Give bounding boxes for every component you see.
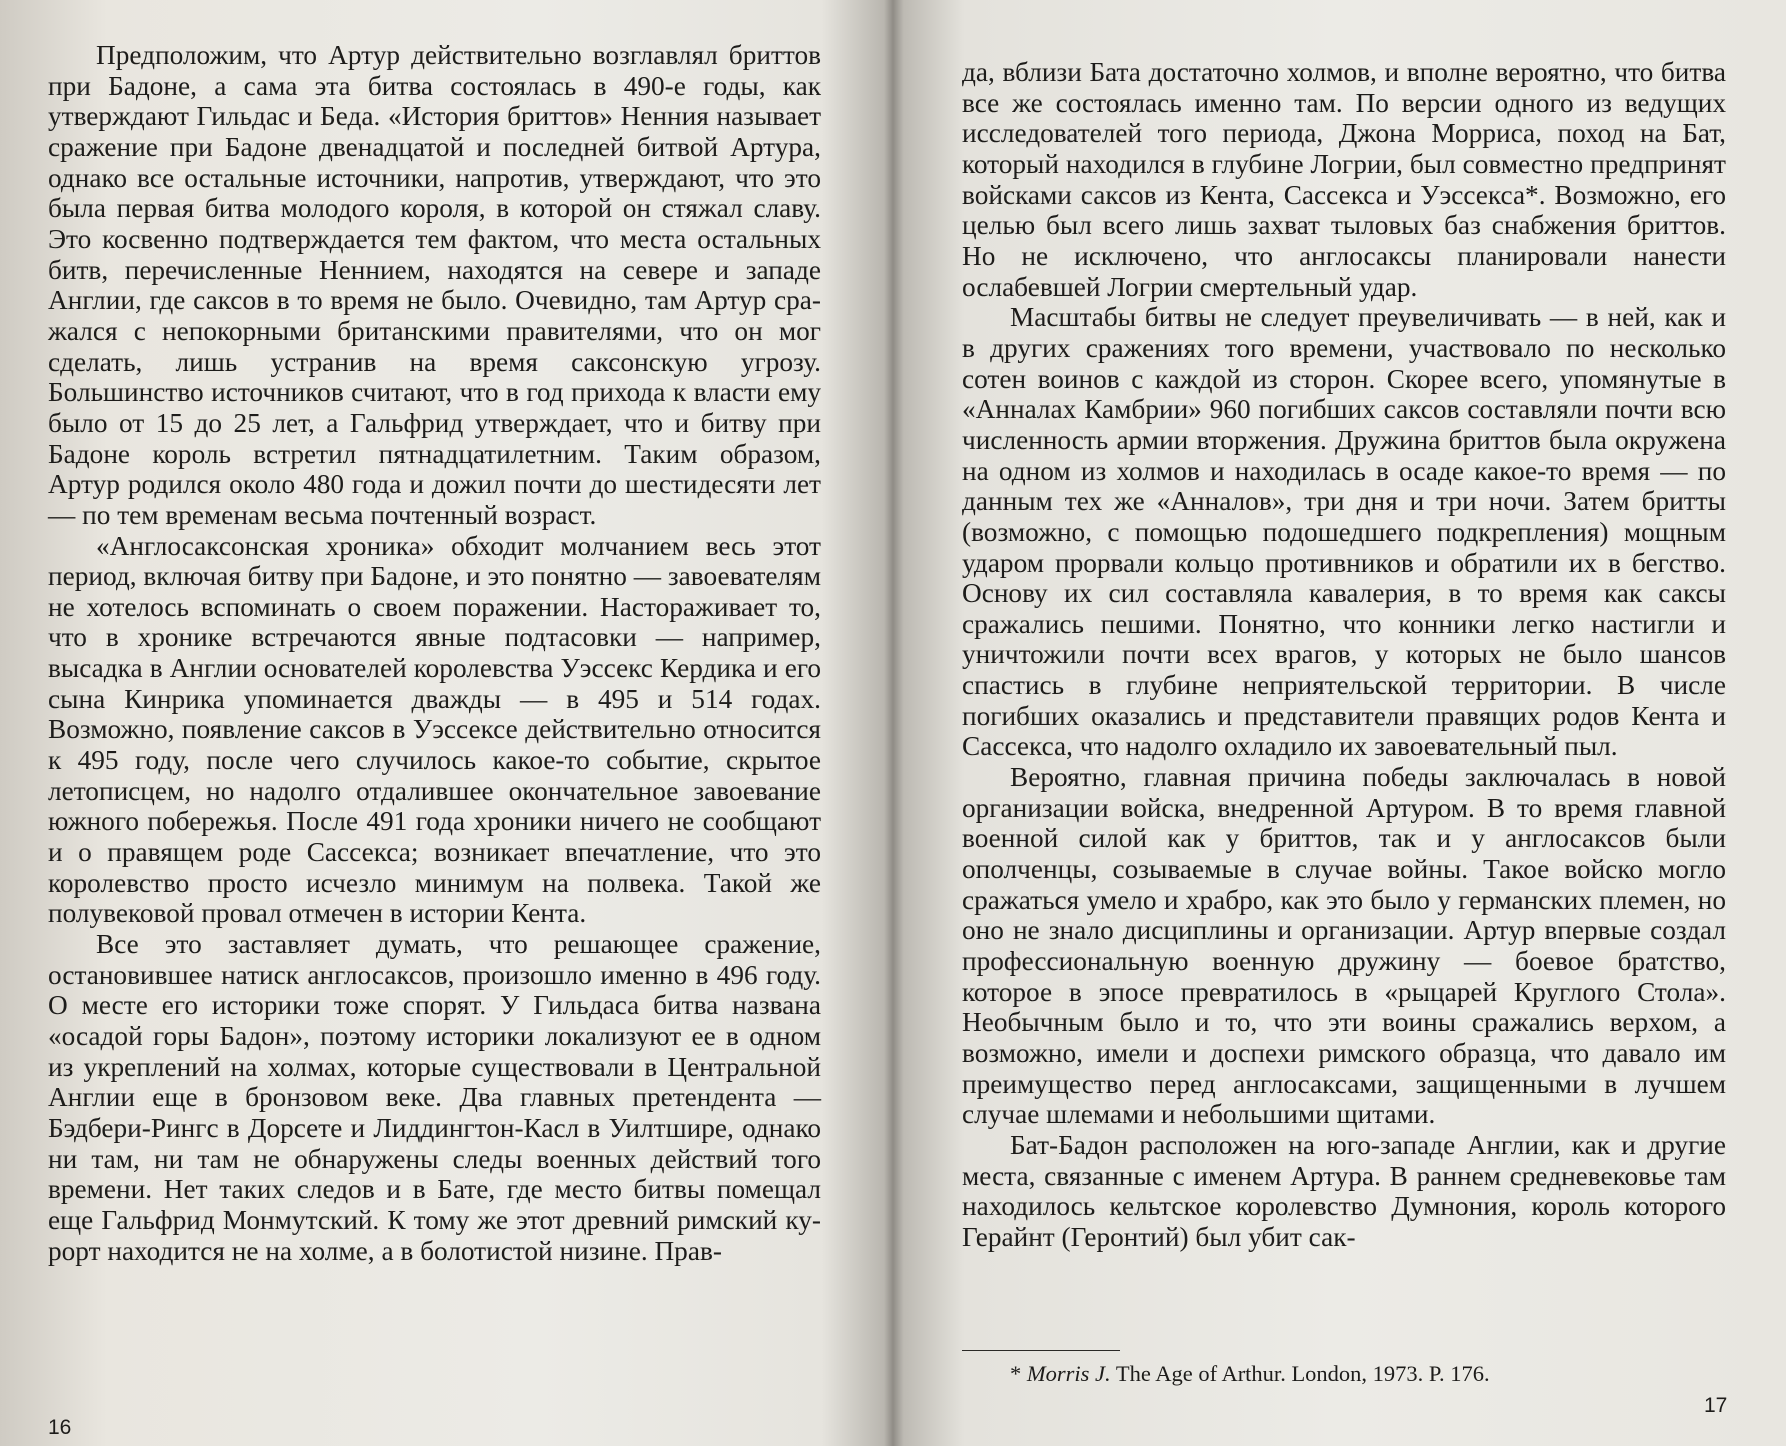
paragraph: да, вблизи Бата достаточно холмов, и вполне вероятно, что битва все же состоялась именно там. По версии одного из ведущих исследователей того периода, Джона Морриса, поход на Бат, который находился в глубине Логрии, был совместно предпринят войсками саксов из Кента, Сассекса и Уэссекса*. Возможно, его целью был всего лишь захват тыловых баз снабжения бриттов. Но не исключено, что англосаксы планировали нанести ослабевшей Логрии смертельный удар.	[962, 57, 1726, 302]
left-page-text	[48, 40, 821, 1266]
page-number-left: 16	[48, 1416, 72, 1439]
page-number-right: 17	[1704, 1394, 1728, 1417]
paragraph: Все это заставляет думать, что решающее сражение, остановившее натиск англосаксов, произошло именно в 496 году. О месте его историки тоже спорят. У Гильдаса битва названа «осадой горы Бадон», поэтому историки локализуют ее в одном из укреплений на холмах, которые существовали в Центральной Англии еще в бронзовом веке. Два главных претендента — Бэдбери-Рингс в Дорсете и Лиддингтон-Касл в Уилтшире, однако ни там, ни там не обнаружены следы военных действий того времени. Нет таких следов и в Бате, где место битвы помещал еще Гальфрид Монмутский. К тому же этот древний римский курорт находится не на холме, а в болотистой низине. Прав-	[48, 929, 821, 1266]
paragraph: «Англосаксонская хроника» обходит молчанием весь этот период, включая битву при Бадоне, и это понятно — завоевателям не хотелось вспоминать о своем поражении. Настораживает то, что в хронике встречаются явные подтасовки — например, высадка в Англии основателей королевства Уэссекс Кердика и его сына Кинрика упоминается дважды — в 495 и 514 годах. Возможно, появление саксов в Уэссексе действительно относится к 495 году, после чего случилось какое-то событие, скрытое летописцем, но надолго отдалившее окончательное завоевание южного побережья. После 491 года хроники ничего не сообщают и о правящем роде Сассекса; возникает впечатление, что это королевство просто исчезло минимум на полвека. Такой же полувековой провал отмечен в истории Кента.	[48, 530, 821, 929]
footnote-marker: *	[1010, 1361, 1027, 1386]
right-page	[880, 0, 1786, 1446]
footnote-divider	[962, 1350, 1120, 1351]
footnote	[962, 1360, 1726, 1388]
paragraph: Вероятно, главная причина победы заключалась в новой организации войска, внедренной Артуром. В то время главной военной силой как у бриттов, так и у англосаксов были ополченцы, созываемые в случае войны. Такое войско могло сражаться умело и храбро, как это было у германских племен, но оно не знало дисциплины и организации. Артур впервые создал профессиональную военную дружину — боевое братство, которое в эпосе превратилось в «рыцарей Круглого Стола». Необычным было и то, что эти воины сражались верхом, а возможно, имели и доспехи римского образца, что давало им преимущество перед англосаксами, защищенными в лучшем случае шлемами и небольшими щитами.	[962, 762, 1726, 1130]
right-page-text	[962, 57, 1726, 1253]
paragraph: Бат-Бадон расположен на юго-западе Англии, как и другие места, связанные с именем Артура. В раннем средневековье там находилось кельтское королевство Думнония, король которого Герайнт (Геронтий) был убит сак-	[962, 1129, 1726, 1252]
paragraph: Предположим, что Артур действительно возглавлял бриттов при Бадоне, а сама эта битва состоялась в 490-е годы, как утверждают Гильдас и Беда. «История бриттов» Ненния называет сражение при Бадоне двенадцатой и последней битвой Артура, однако все остальные источники, напротив, утверждают, что это была первая битва молодого короля, в которой он стяжал славу. Это косвенно подтверждается тем фактом, что места остальных битв, перечисленные Неннием, находятся на севере и западе Англии, где саксов в то время не было. Очевидно, там Артур сражался с непокорными британскими правителями, что он мог сделать, лишь устранив на время саксонскую угрозу. Большинство источников считают, что в год прихода к власти ему было от 15 до 25 лет, а Гальфрид утверждает, что и битву при Бадоне король встретил пятнадцатилетним. Таким образом, Артур родился около 480 года и дожил почти до шестидесяти лет — по тем временам весьма почтенный возраст.	[48, 40, 821, 530]
left-page	[0, 0, 880, 1446]
footnote-author: Morris J.	[1026, 1361, 1111, 1386]
paragraph: Масштабы битвы не следует преувеличивать — в ней, как и в других сражениях того времени, участвовало по несколько сотен воинов с каждой из сторон. Скорее всего, упомянутые в «Анналах Камбрии» 960 погибших саксов составляли почти всю численность армии вторжения. Дружина бриттов была окружена на одном из холмов и находилась в осаде какое-то время — по данным тех же «Анналов», три дня и три ночи. Затем бритты (возможно, с помощью подошедшего подкрепления) мощным ударом прорвали кольцо противников и обратили их в бегство. Основу их сил составляла кавалерия, в то время как саксы сражались пешими. Понятно, что конники легко настигли и уничтожили почти всех врагов, у которых не было шансов спастись в глубине неприятельской территории. В числе погибших оказались и представители правящих родов Кента и Сассекса, что надолго охладило их завоевательный пыл.	[962, 302, 1726, 762]
footnote-text: The Age of Arthur. London, 1973. P. 176.	[1110, 1361, 1490, 1386]
